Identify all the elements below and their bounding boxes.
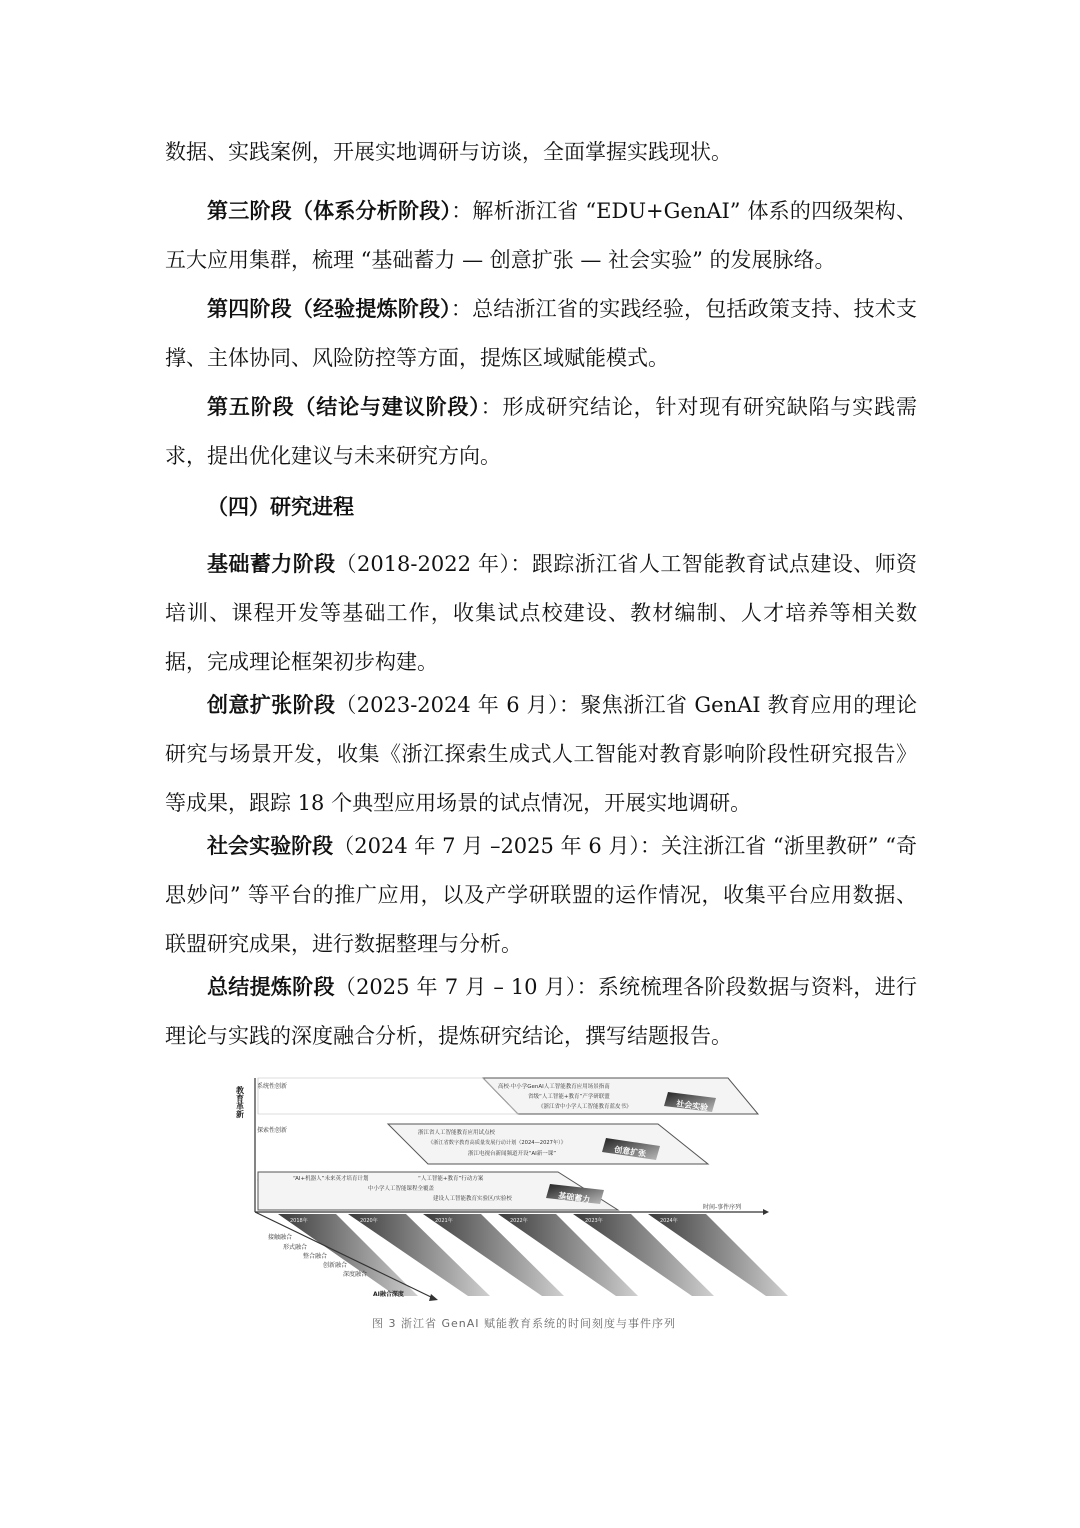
paragraph-text: （2018-2022 年）：跟踪浙江省人工智能教育试点建设、师资培训、课程开发等基础工作，收集试点校建设、教材编制、人才培养等相关数据，完成理论框架初步构建。 [165,552,918,674]
paragraph-foundation-stage [165,539,917,687]
year-label: 2018年 [290,1218,308,1224]
year-label: 2022年 [510,1218,528,1224]
depth-label: 形式融合 [283,1244,308,1251]
event-text: 《浙江省数字教育高质量发展行动计划（2024—2027年）》 [428,1140,566,1146]
depth-label: 整合融合 [303,1253,328,1260]
paragraph-bold-lead: 创意扩张阶段 [207,692,336,717]
paragraph-bold-lead: 基础蓄力阶段 [207,551,336,576]
paragraph-text: （2025 年 7 月 – 10 月）：系统梳理各阶段数据与资料，进行理论与实践的深度融合分析，提炼研究结论，撰写结题报告。 [165,975,918,1048]
paragraph-bold-lead: 总结提炼阶段 [207,974,335,999]
event-text: 省级“人工智能+教育”产学研联盟 [528,1094,610,1100]
event-text: 建设人工智能教育实验区/实验校 [433,1196,512,1202]
event-text: 中小学人工智能课程全覆盖 [368,1186,435,1192]
timeline-figure [228,1072,788,1304]
paragraph-text: （2024 年 7 月 –2025 年 6 月）：关注浙江省 “浙里教研” “奇思妙问” 等平台的推广应用，以及产学研联盟的运作情况，收集平台应用数据、联盟研究成果，进行数据整理与分析。 [165,834,917,956]
y-axis-label: 教育革新 [235,1086,245,1118]
year-label: 2021年 [435,1218,453,1224]
paragraph-text: ：总结浙江省的实践经验，包括政策支持、技术支撑、主体协同、风险防控等方面，提炼区域赋能模式。 [165,297,918,370]
paragraph-stage-five [165,382,917,481]
paragraph-stage-three [165,186,917,285]
level-label-systemic: 系统性创新 [257,1083,288,1090]
depth-label: 深度融合 [343,1271,368,1278]
paragraph-text: ：形成研究结论，针对现有研究缺陷与实践需求，提出优化建议与未来研究方向。 [165,395,917,468]
paragraph-bold-lead: 社会实验阶段 [207,833,334,858]
year-stripes [278,1214,788,1296]
year-label: 2023年 [585,1218,603,1224]
event-text: 高校·中小学GenAI人工智能教育应用场景指南 [498,1084,610,1090]
section-heading: （四）研究进程 [207,494,354,519]
event-text: 《浙江省中小学人工智能教育蓝皮书》 [538,1104,632,1110]
level-guide-top [258,1078,518,1114]
x-axis-arrow [763,1209,769,1215]
stage-tag-label: 基础蓄力 [557,1191,591,1205]
paragraph-bold-lead: 第四阶段（经验提炼阶段） [207,296,451,321]
paragraph-summary-stage [165,962,917,1061]
depth-label: 创新融合 [323,1262,348,1269]
depth-axis-label: AI融合深度 [373,1291,404,1298]
paragraph-expansion-stage [165,680,917,828]
paragraph-text: 数据、实践案例，开展实地调研与访谈，全面掌握实践现状。 [165,140,732,164]
paragraph-stage-four [165,284,917,383]
paragraph-social-experiment-stage [165,821,917,969]
paragraph-bold-lead: 第五阶段（结论与建议阶段） [207,394,481,419]
paragraph-bold-lead: 第三阶段（体系分析阶段） [207,198,452,223]
event-text: 浙江省人工智能教育应用试点校 [418,1130,496,1136]
stage-tag-label: 社会实验 [675,1099,709,1113]
paragraph-text: ：解析浙江省 “EDU+GenAI” 体系的四级架构、五大应用集群，梳理 “基础蓄力 — 创意扩张 — 社会实验” 的发展脉络。 [165,199,917,272]
year-label: 2024年 [660,1218,678,1224]
stage-tag-label: 创意扩张 [613,1145,647,1159]
figure-caption: 图 3 浙江省 GenAI 赋能教育系统的时间刻度与事件序列 [372,1317,677,1330]
paragraph-intro-end [165,128,917,177]
paragraph-text: （2023-2024 年 6 月）：聚焦浙江省 GenAI 教育应用的理论研究与场景开发，收集《浙江探索生成式人工智能对教育影响阶段性研究报告》等成果，跟踪 18 个典型应用场景的试点情况，开展实地调研。 [165,693,917,815]
event-text: 浙江电视台新闻频道开设“AI新一课” [468,1151,557,1157]
event-text: “人工智能+教育”行动方案 [418,1176,484,1182]
depth-label: 接触融合 [268,1234,293,1241]
depth-axis-arrow [429,1294,438,1301]
level-label-exploratory: 探索性创新 [257,1127,288,1134]
event-text: “AI+机器人”未来英才培育计划 [293,1176,369,1182]
x-axis-label: 时间-事件序列 [703,1204,742,1211]
year-label: 2020年 [360,1218,378,1224]
